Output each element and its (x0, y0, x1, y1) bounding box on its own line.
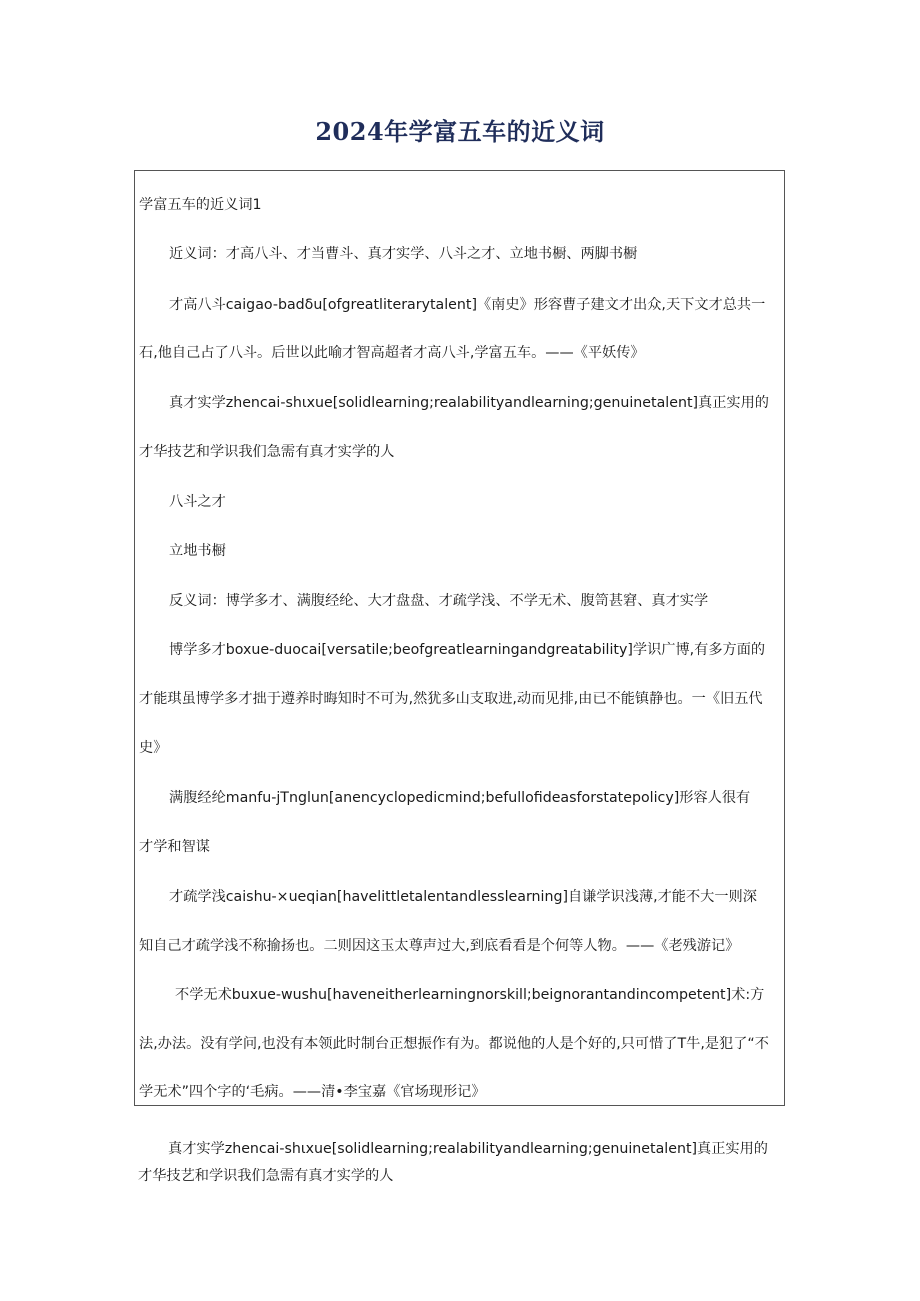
paragraph-line: 立地书橱 (169, 543, 226, 559)
paragraph-line: 才疏学浅caishu-×ueqian[havelittletalentandlesslearning]自谦学识浅薄,才能不大一则深 (169, 889, 757, 905)
paragraph-line: 真才实学zhencai-shιxue[solidlearning;realabilityandlearning;genuinetalent]真正实用的 (169, 395, 769, 411)
paragraph-line: 满腹经纶manfu-jΤnglun[anencyclopedicmind;befullofideasforstatepolicy]形容人很有 (169, 790, 751, 806)
paragraph-line: 不学无术buxue-wushu[haveneitherlearningnorskill;beignorantandincompetent]术:方 (175, 987, 765, 1003)
synonyms-line: 近义词：才高八斗、才当曹斗、真才实学、八斗之才、立地书橱、两脚书橱 (169, 246, 638, 262)
paragraph-line: 才高八斗caigao-badδu[ofgreatliterarytalent]《南史》形容曹子建文才出众,天下文才总共一 (169, 297, 766, 313)
paragraph-line: 博学多才boxue-duocai[versatile;beofgreatlearningandgreatability]学识广博,有多方面的 (169, 642, 766, 658)
section-heading: 学富五车的近义词1 (139, 197, 262, 213)
paragraph-line: 八斗之才 (169, 494, 226, 510)
antonyms-line: 反义词：博学多才、满腹经纶、大才盘盘、才疏学浅、不学无术、腹笥甚窘、真才实学 (169, 593, 709, 609)
trailing-paragraph-line: 真才实学zhencai-shιxue[solidlearning;realabilityandlearning;genuinetalent]真正实用的 (168, 1141, 768, 1157)
paragraph-line: 才学和智谋 (139, 839, 210, 855)
paragraph-line: 知自己才疏学浅不称揄扬也。二则因这玉太尊声过大,到底看看是个何等人物。——《老残游记》 (139, 938, 740, 954)
paragraph-line: 才华技艺和学识我们急需有真才实学的人 (139, 444, 395, 460)
paragraph-line: 学无术”四个字的‘毛病。——清•李宝嘉《官场现形记》 (139, 1084, 486, 1100)
paragraph-line: 石,他自己占了八斗。后世以此喻才智高超者才高八斗,学富五车。——《平妖传》 (139, 345, 645, 361)
content-box (134, 170, 785, 1106)
trailing-paragraph-line: 才华技艺和学识我们急需有真才实学的人 (138, 1168, 394, 1184)
paragraph-line: 才能琪虽博学多才拙于遵养时晦知时不可为,然犹多山支取进,动而见排,由已不能镇静也。一《旧五代 (139, 691, 763, 707)
paragraph-line: 法,办法。没有学问,也没有本领此时制台正想振作有为。都说他的人是个好的,只可惜了T牛,是犯了“不 (139, 1036, 769, 1052)
paragraph-line: 史》 (139, 740, 168, 756)
page-title: 2024年学富五车的近义词 (315, 117, 605, 146)
